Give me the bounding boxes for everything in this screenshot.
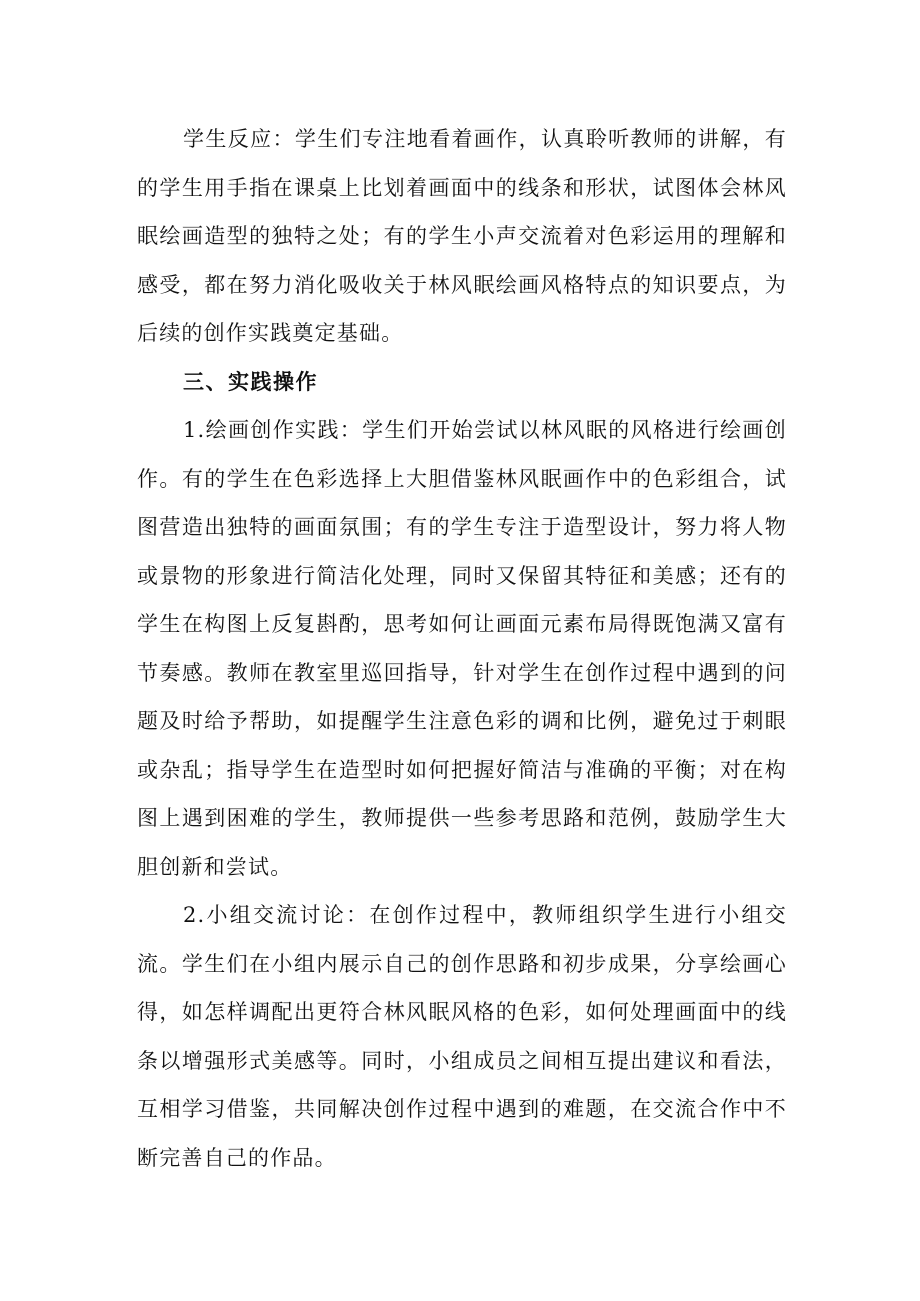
student-reaction-paragraph: 学生反应：学生们专注地看着画作，认真聆听教师的讲解，有的学生用手指在课桌上比划着画面中的线条和形状，试图体会林风眠绘画造型的独特之处；有的学生小声交流着对色彩运用的理解和感受，都在努力消化吸收关于林风眠绘画风格特点的知识要点，为后续的创作实践奠定基础。 xyxy=(137,127,787,345)
drawing-practice-paragraph: 1.绘画创作实践：学生们开始尝试以林风眠的风格进行绘画创作。有的学生在色彩选择上大胆借鉴林风眠画作中的色彩组合，试图营造出独特的画面氛围；有的学生专注于造型设计，努力将人物或景物的形象进行简洁化处理，同时又保留其特征和美感；还有的学生在构图上反复斟酌，思考如何让画面元素布局得既饱满又富有节奏感。教师在教室里巡回指导，针对学生在创作过程中遇到的问题及时给予帮助，如提醒学生注意色彩的调和比例，避免过于刺眼或杂乱；指导学生在造型时如何把握好简洁与准确的平衡；对在构图上遇到困难的学生，教师提供一些参考思路和范例，鼓励学生大胆创新和尝试。 xyxy=(137,418,787,879)
group-discussion-paragraph: 2.小组交流讨论：在创作过程中，教师组织学生进行小组交流。学生们在小组内展示自己的创作思路和初步成果，分享绘画心得，如怎样调配出更符合林风眠风格的色彩，如何处理画面中的线条以增强形式美感等。同时，小组成员之间相互提出建议和看法，互相学习借鉴，共同解决创作过程中遇到的难题，在交流合作中不断完善自己的作品。 xyxy=(137,903,787,1170)
section-heading-practice: 三、实践操作 xyxy=(183,369,318,394)
document-body xyxy=(137,115,787,1182)
